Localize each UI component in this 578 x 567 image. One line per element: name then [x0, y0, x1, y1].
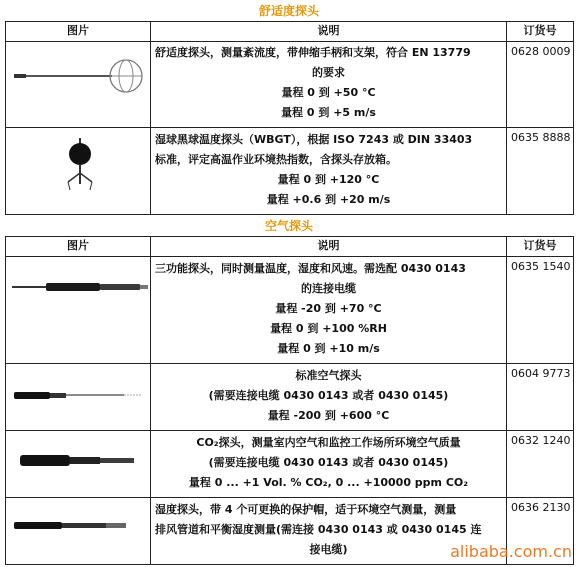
product-description	[151, 364, 507, 431]
order-number: 0628 0009	[507, 42, 574, 128]
product-description	[151, 431, 507, 498]
col-header-image: 图片	[6, 22, 151, 42]
product-description	[151, 257, 507, 364]
range-line: 量程 0 到 +10 m/s	[277, 342, 380, 355]
air-probe-table	[5, 236, 574, 565]
range-line: 量程 0 到 +50 °C	[281, 86, 376, 99]
col-header-desc: 说明	[151, 237, 507, 257]
desc-line: 舒适度探头，测量紊流度，带伸缩手柄和支架，符合 EN 13779	[155, 46, 471, 59]
col-header-desc: 说明	[151, 22, 507, 42]
table-row	[6, 364, 574, 431]
product-image-cell	[6, 364, 151, 431]
product-image-cell	[6, 128, 151, 215]
range-line: 量程 0 到 +100 %RH	[270, 322, 387, 335]
col-header-code: 订货号	[507, 22, 574, 42]
desc-line: 湿球黑球温度探头（WBGT），根据 ISO 7243 或 DIN 33403	[155, 133, 473, 146]
product-image-cell	[6, 431, 151, 498]
desc-line: CO₂探头，测量室内空气和监控工作场所环境空气质量	[196, 436, 461, 449]
globe-thermometer-icon	[6, 128, 151, 214]
col-header-image: 图片	[6, 237, 151, 257]
desc-line: 标准，评定高温作业环境热指数，含探头存放箱。	[155, 153, 397, 166]
range-line: 量程 0 到 +120 °C	[277, 173, 380, 186]
product-description	[151, 128, 507, 215]
three-function-probe-icon	[6, 257, 151, 362]
desc-line: 标准空气探头	[295, 369, 362, 382]
desc-line: 三功能探头，同时测量温度，湿度和风速。需选配 0430 0143	[155, 262, 466, 275]
order-number: 0604 9773	[507, 364, 574, 431]
desc-line: (需要连接电缆 0430 0143 或者 0430 0145)	[208, 389, 449, 402]
desc-line: 的要求	[312, 66, 345, 79]
col-header-code: 订货号	[507, 237, 574, 257]
order-number: 0635 8888	[507, 128, 574, 215]
product-image-cell	[6, 257, 151, 364]
product-image-cell	[6, 498, 151, 565]
table-row	[6, 128, 574, 215]
watermark: alibaba.com.cn	[450, 542, 572, 561]
range-line: 量程 0 到 +5 m/s	[281, 106, 376, 119]
comfort-probe-table	[5, 21, 574, 215]
desc-line: 湿度探头，带 4 个可更换的保护帽，适于环境空气测量，测量	[155, 503, 457, 516]
product-image-cell	[6, 42, 151, 128]
range-line: 量程 0 ... +1 Vol. % CO₂, 0 ... +10000 ppm CO₂	[188, 476, 469, 489]
table-row	[6, 257, 574, 364]
comfort-probe-sphere-icon	[6, 42, 151, 128]
order-number: 0636 2130	[507, 498, 574, 565]
range-line: 量程 -20 到 +70 °C	[275, 302, 382, 315]
range-line: 量程 +0.6 到 +20 m/s	[266, 193, 391, 206]
desc-line: 的连接电缆	[301, 282, 356, 295]
humidity-probe-icon	[6, 498, 151, 560]
table-row	[6, 42, 574, 128]
section-title-comfort: 舒适度探头	[258, 4, 319, 18]
order-number: 0632 1240	[507, 431, 574, 498]
desc-line: 排风管道和平衡湿度测量(需连接 0430 0143 或 0430 0145 连	[155, 523, 482, 536]
air-probe-icon	[6, 364, 151, 428]
order-number: 0635 1540	[507, 257, 574, 364]
product-description	[151, 42, 507, 128]
desc-line: (需要连接电缆 0430 0143 或者 0430 0145)	[208, 456, 449, 469]
table-row	[6, 431, 574, 498]
range-line: 量程 -200 到 +600 °C	[267, 409, 390, 422]
desc-line: 接电缆)	[309, 543, 348, 556]
co2-probe-icon	[6, 431, 151, 495]
section-title-air: 空气探头	[264, 219, 313, 233]
